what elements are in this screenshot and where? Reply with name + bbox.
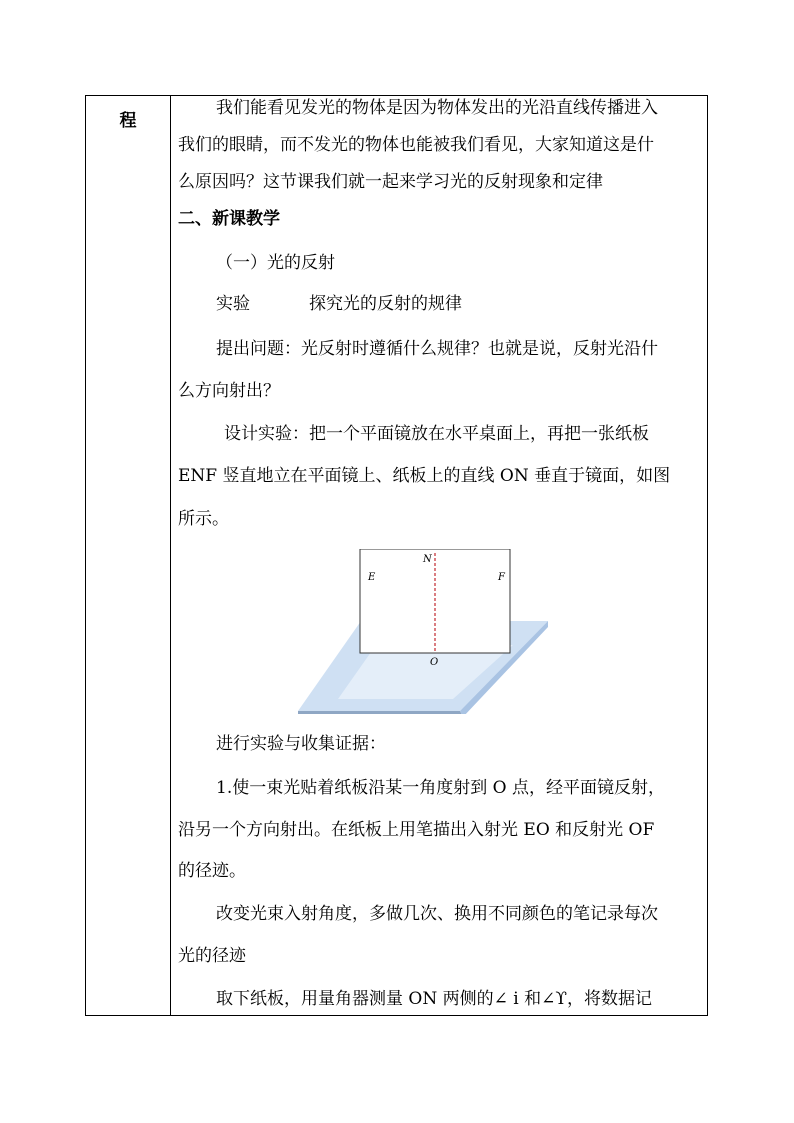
column-divider [170, 96, 171, 1015]
paragraph-line: ENF 竖直地立在平面镜上、纸板上的直线 ON 垂直于镜面，如图 [178, 466, 671, 486]
paragraph-line: 所示。 [178, 509, 229, 529]
paragraph-line: 改变光束入射角度，多做几次、换用不同颜色的笔记录每次 [216, 904, 658, 924]
section-heading: 二、新课教学 [178, 209, 280, 229]
paragraph-line: 的径迹。 [178, 861, 246, 881]
experiment-title: 探究光的反射的规律 [309, 294, 462, 314]
label-f: F [498, 572, 505, 583]
paragraph-line: 我们能看见发光的物体是因为物体发出的光沿直线传播进入 [216, 98, 658, 118]
experiment-label: 实验 [216, 294, 250, 314]
paragraph-line: 么原因吗？这节课我们就一起来学习光的反射现象和定律 [178, 172, 603, 192]
paragraph-line: 1.使一束光贴着纸板沿某一角度射到 O 点，经平面镜反射， [216, 778, 665, 798]
section-label: 程 [119, 111, 137, 131]
paragraph-line: 设计实验：把一个平面镜放在水平桌面上，再把一张纸板 [224, 424, 649, 444]
paragraph-line: 提出问题：光反射时遵循什么规律？也就是说，反射光沿什 [216, 339, 658, 359]
lesson-table [85, 95, 708, 1016]
reflection-experiment-figure [298, 549, 548, 714]
label-n: N [423, 554, 432, 565]
paragraph-line: 我们的眼睛，而不发光的物体也能被我们看见，大家知道这是什 [178, 135, 654, 155]
paragraph-line: 取下纸板，用量角器测量 ON 两侧的∠ i 和∠ϒ，将数据记 [216, 989, 653, 1009]
subsection-heading: （一）光的反射 [216, 253, 335, 273]
paragraph-line: 光的径迹 [178, 946, 246, 966]
mirror-side [298, 711, 463, 714]
label-e: E [368, 572, 376, 583]
paragraph-line: 进行实验与收集证据： [216, 734, 386, 754]
label-o: O [430, 657, 439, 668]
paragraph-line: 么方向射出？ [178, 381, 280, 401]
paragraph-line: 沿另一个方向射出。在纸板上用笔描出入射光 EO 和反射光 OF [178, 820, 655, 840]
